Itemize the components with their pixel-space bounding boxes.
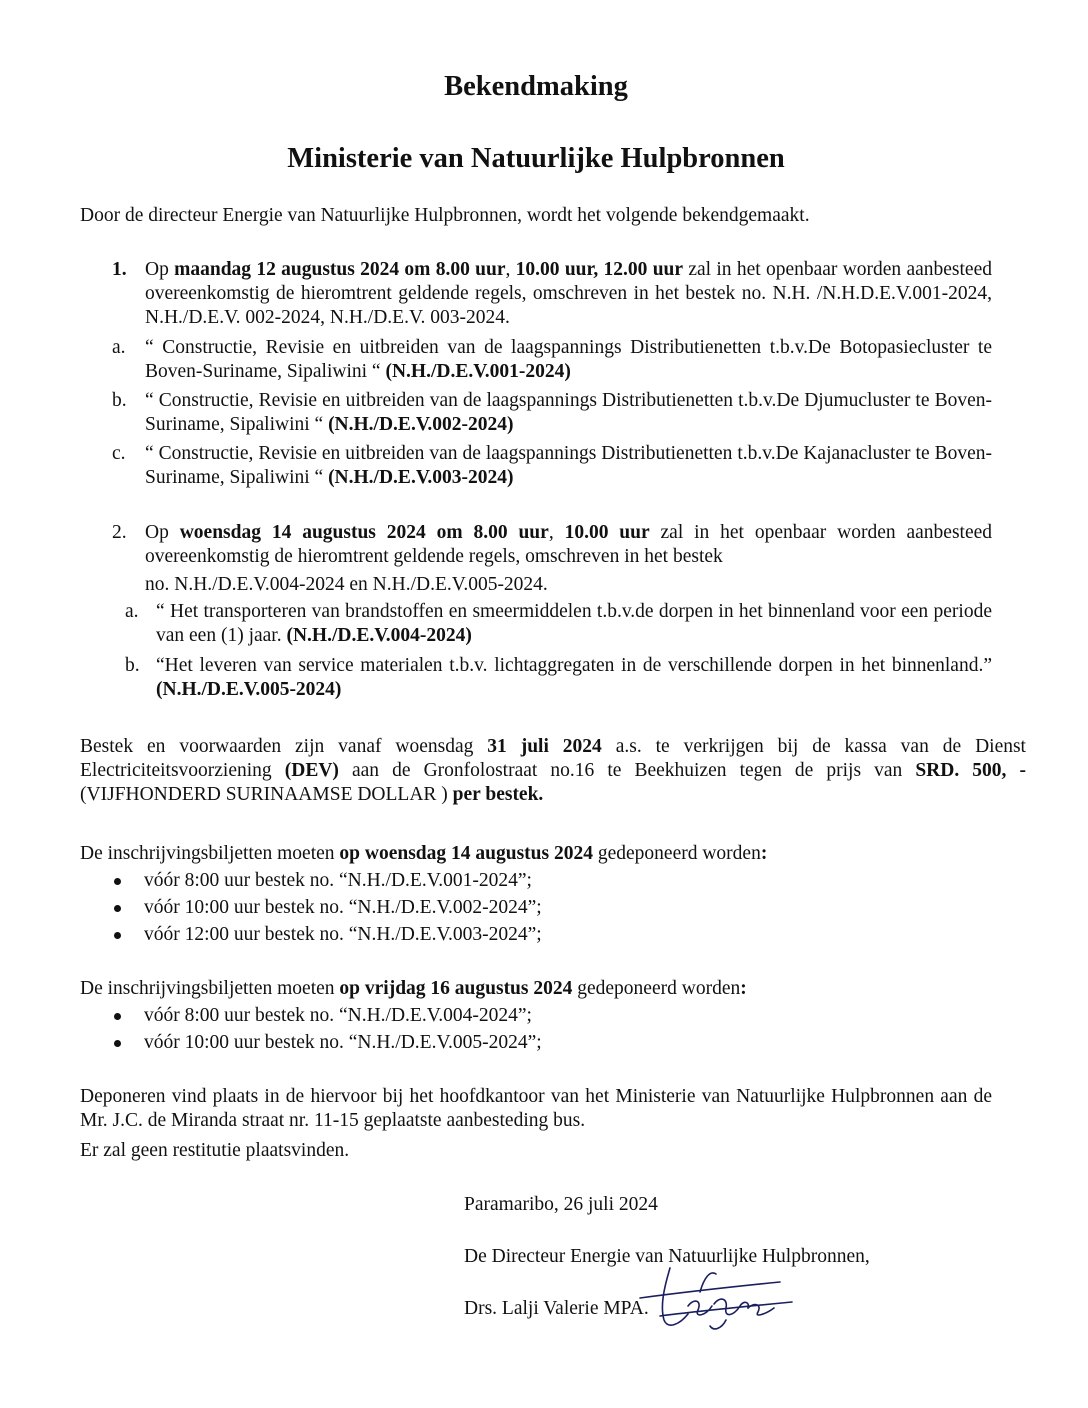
bullet-icon xyxy=(112,1031,124,1055)
item-1a: “ Constructie, Revisie en uitbreiden van de laagspannings Distributienetten t.b.v.De Botopasiecluster te Boven-Suriname, Sipaliwini “ (N.H./D.E.V.001-2024) xyxy=(145,337,992,382)
bullet-icon xyxy=(112,869,124,893)
ministry-title: Ministerie van Natuurlijke Hulpbronnen xyxy=(287,143,785,174)
section-2-number: 2. xyxy=(112,522,127,543)
signatory-role: De Directeur Energie van Natuurlijke Hulpbronnen, xyxy=(464,1246,870,1267)
section-1-paragraph: Op maandag 12 augustus 2024 om 8.00 uur, 10.00 uur, 12.00 uur zal in het openbaar worden aanbesteed overeenkomstig de hieromtrent geldende regels, omschreven in het bestek no. N.H. /N.H.D.E.V.001-2024, N.H./D.E.V. 002-2024, N.H./D.E.V. 003-2024. xyxy=(145,259,992,328)
item-2b-letter: b. xyxy=(125,655,140,676)
signatory-name: Drs. Lalji Valerie MPA. xyxy=(464,1298,649,1319)
item-1c: “ Constructie, Revisie en uitbreiden van de laagspannings Distributienetten t.b.v.De Kajanacluster te Boven-Suriname, Sipaliwini “ (N.H./D.E.V.003-2024) xyxy=(145,443,992,488)
page-title: Bekendmaking xyxy=(444,71,628,102)
bullet-icon xyxy=(112,923,124,947)
deposit-2-bullet-2: vóór 10:00 uur bestek no. “N.H./D.E.V.005-2024”; xyxy=(144,1032,542,1053)
closing-no-refund: Er zal geen restitutie plaatsvinden. xyxy=(80,1140,350,1161)
deposit-1-bullet-2: vóór 10:00 uur bestek no. “N.H./D.E.V.002-2024”; xyxy=(144,897,542,918)
item-2b: “Het leveren van service materialen t.b.v. lichtaggregaten in de verschillende dorpen in het binnenland.” (N.H./D.E.V.005-2024) xyxy=(156,655,992,700)
section-2-paragraph: Op woensdag 14 augustus 2024 om 8.00 uur, 10.00 uur zal in het openbaar worden aanbesteed overeenkomstig de hieromtrent geldende regels, omschreven in het bestek xyxy=(145,522,993,567)
bullet-icon xyxy=(112,1004,124,1028)
deposit-2-heading: De inschrijvingsbiljetten moeten op vrijdag 16 augustus 2024 gedeponeerd worden: xyxy=(80,978,747,999)
item-1c-letter: c. xyxy=(112,443,126,464)
section-1-number: 1. xyxy=(112,259,127,280)
deposit-1-heading: De inschrijvingsbiljetten moeten op woensdag 14 augustus 2024 gedeponeerd worden: xyxy=(80,843,768,864)
deposit-1-bullet-3: vóór 12:00 uur bestek no. “N.H./D.E.V.003-2024”; xyxy=(144,924,542,945)
bullet-icon xyxy=(112,896,124,920)
section-2-bestek-line: no. N.H./D.E.V.004-2024 en N.H./D.E.V.005-2024. xyxy=(145,574,548,595)
intro-paragraph: Door de directeur Energie van Natuurlijke Hulpbronnen, wordt het volgende bekendgemaakt. xyxy=(80,205,810,226)
item-1b: “ Constructie, Revisie en uitbreiden van de laagspannings Distributienetten t.b.v.De Djumucluster te Boven-Suriname, Sipaliwini “ (N.H./D.E.V.002-2024) xyxy=(145,390,992,435)
item-1a-letter: a. xyxy=(112,337,126,358)
place-date: Paramaribo, 26 juli 2024 xyxy=(464,1194,658,1215)
bestek-paragraph: Bestek en voorwaarden zijn vanaf woensdag 31 juli 2024 a.s. te verkrijgen bij de kassa van de Dienst Electriciteitsvoorziening (DEV) aan de Gronfolostraat no.16 te Beekhuizen tegen de prijs van SRD. 500, - (VIJFHONDERD SURINAAMSE DOLLAR ) per bestek. xyxy=(80,736,1026,805)
handwritten-signature xyxy=(630,1258,805,1338)
item-1b-letter: b. xyxy=(112,390,127,411)
deposit-2-bullet-1: vóór 8:00 uur bestek no. “N.H./D.E.V.004-2024”; xyxy=(144,1005,532,1026)
item-2a: “ Het transporteren van brandstoffen en smeermiddelen t.b.v.de dorpen in het binnenland voor een periode van een (1) jaar. (N.H./D.E.V.004-2024) xyxy=(156,601,992,646)
item-2a-letter: a. xyxy=(125,601,139,622)
deposit-1-bullet-1: vóór 8:00 uur bestek no. “N.H./D.E.V.001-2024”; xyxy=(144,870,532,891)
closing-paragraph: Deponeren vind plaats in de hiervoor bij het hoofdkantoor van het Ministerie van Natuurlijke Hulpbronnen aan de Mr. J.C. de Miranda straat nr. 11-15 geplaatste aanbesteding bus. xyxy=(80,1086,992,1131)
